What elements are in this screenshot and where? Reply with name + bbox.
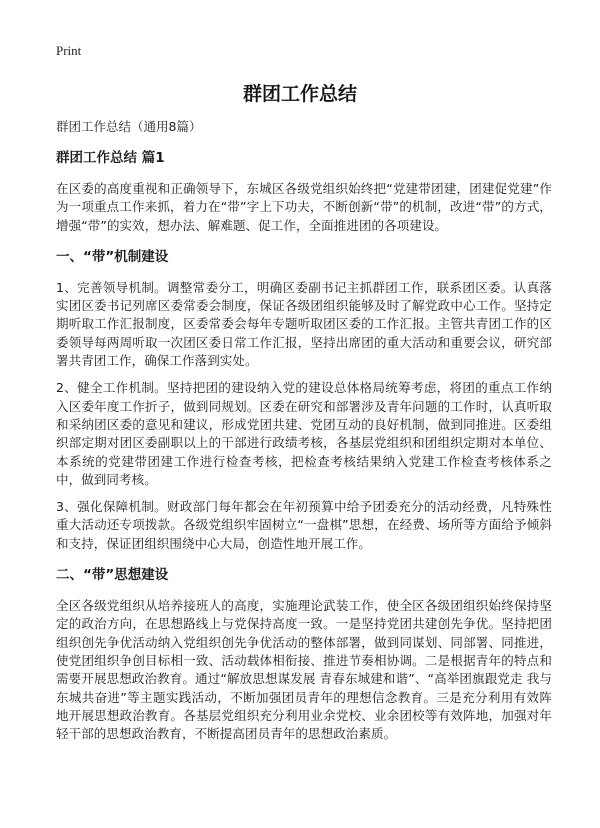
- body-paragraph: 2、健全工作机制。坚持把团的建设纳入党的建设总体格局统筹考虑，将团的重点工作纳入区委年度工作折子，做到同规划。区委在研究和部署涉及青年问题的工作时，认真听取和采纳团区委的意见和建议，形成党团共建、党团互动的良好机制，做到同推进。区委组织部定期对团区委副职以上的干部进行政绩考核，各基层党组织和团组织定期对本单位、本系统的党建带团建工作进行检查考核，把检查考核结果纳入党建工作检查考核体系之中，做到同考核。: [56, 380, 552, 487]
- body-paragraph: 3、强化保障机制。财政部门每年都会在年初预算中给予团委充分的活动经费，凡特殊性重大活动还专项拨款。各级党组织牢固树立“一盘棋”思想，在经费、场所等方面给予倾斜和支持，保证团组织围绕中心大局，创造性地开展工作。: [56, 499, 552, 551]
- article-heading: 群团工作总结 篇1: [56, 150, 165, 166]
- document-body: [56, 118, 552, 743]
- document-title: 群团工作总结: [242, 83, 357, 105]
- section-heading: 一、“带”机制建设: [56, 248, 169, 265]
- intro-paragraph: 在区委的高度重视和正确领导下，东城区各级党组织始终把“党建带团建，团建促党建”作为一项重点工作来抓，着力在“带”字上下功夫，不断创新“带”的机制，改进“带”的方式，增强“带”的实效，想办法、解难题、促工作，全面推进团的各项建设。: [56, 181, 552, 233]
- body-paragraph: 全区各级党组织从培养接班人的高度，实施理论武装工作，使全区各级团组织始终保持坚定的政治方向，在思想路线上与党保持高度一致。一是坚持党团共建创先争优。坚持把团组织创先争优活动纳入党组织创先争优活动的整体部署，做到同谋划、同部署、同推进，使党团组织争创目标相一致、活动载体相衔接、推进节奏相协调。二是根据青年的特点和需要开展思想政治教育。通过“解放思想谋发展 青春东城建和谐”、“高举团旗跟党走 我与东城共奋进”等主题实践活动，不断加强团员青年的理想信念教育。三是充分利用有效阵地开展思想政治教育。各基层党组织充分利用业余党校、业余团校等有效阵地，加强对年轻干部的思想政治教育，不断提高团员青年的思想政治素质。: [56, 598, 552, 742]
- section-heading: 二、“带”思想建设: [56, 567, 169, 584]
- body-paragraph: 1、完善领导机制。调整常委分工，明确区委副书记主抓群团工作，联系团区委。认真落实团区委书记列席区委常委会制度，保证各级团组织能够及时了解党政中心工作。坚持定期听取工作汇报制度，区委常委会每年专题听取团区委的工作汇报。主管共青团工作的区委领导每两周听取一次团区委日常工作汇报，坚持出席团的重大活动和重要会议，研究部署共青团工作，确保工作落到实处。: [56, 279, 552, 369]
- document-subtitle: 群团工作总结（通用8篇）: [56, 119, 202, 134]
- print-link[interactable]: Print: [56, 43, 82, 58]
